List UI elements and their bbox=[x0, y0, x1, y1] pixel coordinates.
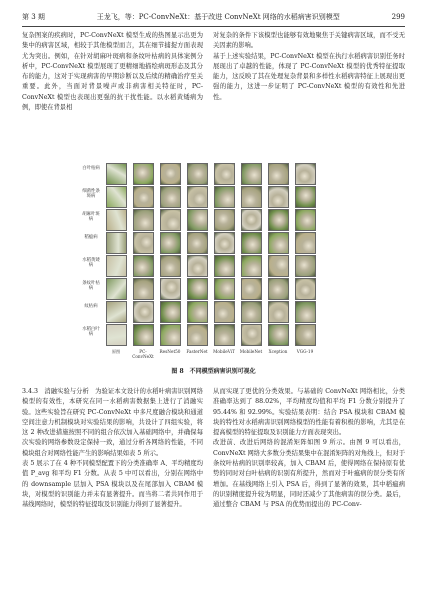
heatmap-thumbnail bbox=[268, 301, 289, 323]
text-column-left-bottom bbox=[22, 387, 203, 511]
heatmap-thumbnail bbox=[133, 209, 154, 231]
column-label: FasterNet bbox=[186, 349, 208, 354]
column-label: MobileViT bbox=[213, 349, 235, 354]
heatmap-thumbnail bbox=[160, 163, 181, 185]
heatmap-thumbnail bbox=[214, 186, 235, 208]
heatmap-thumbnail bbox=[187, 186, 208, 208]
column-label: VGG-19 bbox=[296, 349, 314, 354]
figure-caption: 图 8 不同模型病害识别可视化 bbox=[171, 368, 256, 375]
heatmap-thumbnail bbox=[187, 209, 208, 231]
column-label: PC-ConvNeXt bbox=[132, 349, 154, 359]
heatmap-thumbnail bbox=[268, 255, 289, 277]
heatmap-thumbnail bbox=[295, 232, 316, 254]
heatmap-thumbnail bbox=[241, 301, 262, 323]
row-label: 胡麻叶斑病 bbox=[82, 212, 100, 222]
heatmap-thumbnail bbox=[214, 324, 235, 346]
row-label: 纹枯病 bbox=[84, 304, 98, 309]
heatmap-thumbnail bbox=[295, 278, 316, 300]
heatmap-thumbnail bbox=[241, 209, 262, 231]
heatmap-thumbnail bbox=[160, 209, 181, 231]
heatmap-thumbnail bbox=[160, 301, 181, 323]
paragraph: 从而实现了更优的分类效果。与基础的 ConvNeXt 网络相比，分类准确率达到了 88.02%，平均精度均值和平均 F1 分数分别提升了 95.44% 和 92.99%。实验结果表明：结合 PSA 模块和 CBAM 模块的特性对水稻病害识别网络模型的性能有着积极的影响，尤其是在提高模型的特征提取及识别能力方面表现突出。 改进前、改进后网络的混淆矩阵如图 9 所示。由图 9 可以看出，ConvNeXt 网络大多数分类结果集中在混淆矩阵的对角线上，但对于条纹叶枯病的识别率较高，加入 CBAM 后，使得网络在保持原有优势的同时对白叶枯病的识别有所提升，然而对于叶瘟病的误分类有所增加。在基线网络上引入 PSA 后，得到了显著的效果，其中稻瘟病的识别精度提升较为明显，同时还减少了其他病害的误分类。最后，通过整合 CBAM 与 PSA 的优势而提出的 PC-Conv- bbox=[213, 388, 405, 509]
figure-disease-visualization bbox=[82, 163, 330, 361]
heatmap-thumbnail bbox=[241, 232, 262, 254]
heatmap-thumbnail bbox=[187, 301, 208, 323]
heatmap-thumbnail bbox=[241, 163, 262, 185]
heatmap-thumbnail bbox=[160, 255, 181, 277]
heatmap-thumbnail bbox=[106, 209, 127, 231]
heatmap-thumbnail bbox=[241, 186, 262, 208]
row-label: 细菌性条斑病 bbox=[82, 189, 100, 199]
heatmap-thumbnail bbox=[187, 278, 208, 300]
heatmap-thumbnail bbox=[268, 278, 289, 300]
heatmap-thumbnail bbox=[133, 163, 154, 185]
heatmap-thumbnail bbox=[106, 324, 127, 346]
row-label: 水稻黄矮病 bbox=[82, 258, 100, 268]
heatmap-thumbnail bbox=[268, 163, 289, 185]
heatmap-thumbnail bbox=[241, 278, 262, 300]
heatmap-thumbnail bbox=[187, 232, 208, 254]
running-header bbox=[22, 10, 405, 27]
column-label: MobileNet bbox=[239, 349, 263, 354]
row-label: 条纹叶枯病 bbox=[82, 281, 100, 291]
heatmap-thumbnail bbox=[187, 324, 208, 346]
row-label: 白叶枯病 bbox=[82, 166, 100, 171]
heatmap-thumbnail bbox=[295, 209, 316, 231]
heatmap-thumbnail bbox=[295, 255, 316, 277]
heatmap-thumbnail bbox=[187, 255, 208, 277]
text-column-right-bottom bbox=[213, 387, 405, 511]
heatmap-thumbnail bbox=[133, 232, 154, 254]
heatmap-thumbnail bbox=[160, 232, 181, 254]
paragraph: 对复杂的条件下该模型也能够有效地聚焦于关键病害区域，而不受无关因素的影响。 基于上述实验结果，PC-ConvNeXt 模型在执行水稻病害识别任务时展现出了卓越的性能，体现了 PC-ConvNeXt 模型的优秀特征提取能力，这反映了其在处理复杂背景和多样性水稻病害特征上展现出更强的能力，这进一步证明了 PC-ConvNeXt 模型的有效性和先进性。 bbox=[213, 32, 405, 101]
heatmap-thumbnail bbox=[187, 163, 208, 185]
paragraph: 3.4.3 消融实验与分析 为验证本文设计的水稻叶病害识别网络模型的有效性，本研究在同一水稻病害数据集上进行了消融实验。这些实验旨在研究 PC-ConvNeXt 中多尺度融合模块和通道空间注意力机制模块对实验结果的影响，共设计了四组实验，将这 2 种改进措施按照不同的组合依次加入基础网络中，并确保每次实验的网络参数设定保持一致，通过分析各网络的性能，不同模块组合对网络性能产生的影响结果如表 5 所示。 表 5 展示了在 4 种不同模型配置下的分类准确率 A、平均精度均值 P_avg 和平均 F1 分数。从表 5 中可以看出，分别在网络中的 downsample 层加入 PSA 模块以及在尾部加入 CBAM 模块，对模型的识别能力并未有显著提升。而当将二者共同作用于基线网络时，模型的特征提取及识别能力得到了显著提升。 bbox=[22, 388, 203, 509]
heatmap-thumbnail bbox=[133, 278, 154, 300]
column-label: ResNet50 bbox=[159, 349, 181, 354]
heatmap-thumbnail bbox=[241, 324, 262, 346]
heatmap-thumbnail bbox=[268, 324, 289, 346]
heatmap-thumbnail bbox=[214, 209, 235, 231]
heatmap-thumbnail bbox=[268, 209, 289, 231]
heatmap-thumbnail bbox=[106, 163, 127, 185]
heatmap-thumbnail bbox=[295, 186, 316, 208]
heatmap-thumbnail bbox=[133, 324, 154, 346]
heatmap-thumbnail bbox=[160, 278, 181, 300]
page-number: 299 bbox=[391, 13, 405, 21]
text-column-right-top bbox=[213, 31, 405, 103]
heatmap-thumbnail bbox=[106, 301, 127, 323]
heatmap-thumbnail bbox=[214, 301, 235, 323]
heatmap-thumbnail bbox=[295, 301, 316, 323]
running-title: 王龙飞，等：PC-ConvNeXt：基于改进 ConvNeXt 网络的水稻病害识别模型 bbox=[96, 13, 340, 21]
heatmap-thumbnail bbox=[160, 324, 181, 346]
column-label: 原图 bbox=[111, 349, 121, 354]
heatmap-thumbnail bbox=[214, 163, 235, 185]
heatmap-thumbnail bbox=[295, 163, 316, 185]
heatmap-thumbnail bbox=[241, 255, 262, 277]
heatmap-thumbnail bbox=[214, 232, 235, 254]
row-label: 水稻白叶病 bbox=[82, 327, 100, 337]
heatmap-thumbnail bbox=[160, 186, 181, 208]
heatmap-thumbnail bbox=[133, 301, 154, 323]
heatmap-thumbnail bbox=[214, 278, 235, 300]
heatmap-thumbnail bbox=[214, 255, 235, 277]
text-column-left-top bbox=[22, 31, 203, 113]
heatmap-thumbnail bbox=[268, 232, 289, 254]
row-label: 稻瘟病 bbox=[84, 235, 98, 240]
heatmap-thumbnail bbox=[133, 255, 154, 277]
heatmap-thumbnail bbox=[106, 255, 127, 277]
paragraph: 复杂图案的疾病时，PC-ConvNeXt 模型生成的热图显示出更为集中的病害区域，相较于其他模型而言，其在细节捕捉方面表现尤为突出。例如，在针对胡麻叶斑病和条纹叶枯病的具体案例分析中，PC-ConvNeXt 模型展现了更精细地描绘病斑形态及其分布的能力，这对于实现病害的早期诊断以及后续的精确治疗至关重要。此外，当面对背景噪声或非病害相关特征时，PC-ConvNeXt 模型也表现出更强的抗干扰性能。以水稻黄矮病为例，即使在背景相 bbox=[22, 32, 203, 112]
heatmap-thumbnail bbox=[106, 186, 127, 208]
heatmap-thumbnail bbox=[295, 324, 316, 346]
issue-number: 第 3 期 bbox=[22, 13, 45, 21]
column-label: Xception bbox=[268, 349, 288, 354]
heatmap-thumbnail bbox=[268, 186, 289, 208]
heatmap-thumbnail bbox=[133, 186, 154, 208]
heatmap-thumbnail bbox=[106, 278, 127, 300]
heatmap-thumbnail bbox=[106, 232, 127, 254]
